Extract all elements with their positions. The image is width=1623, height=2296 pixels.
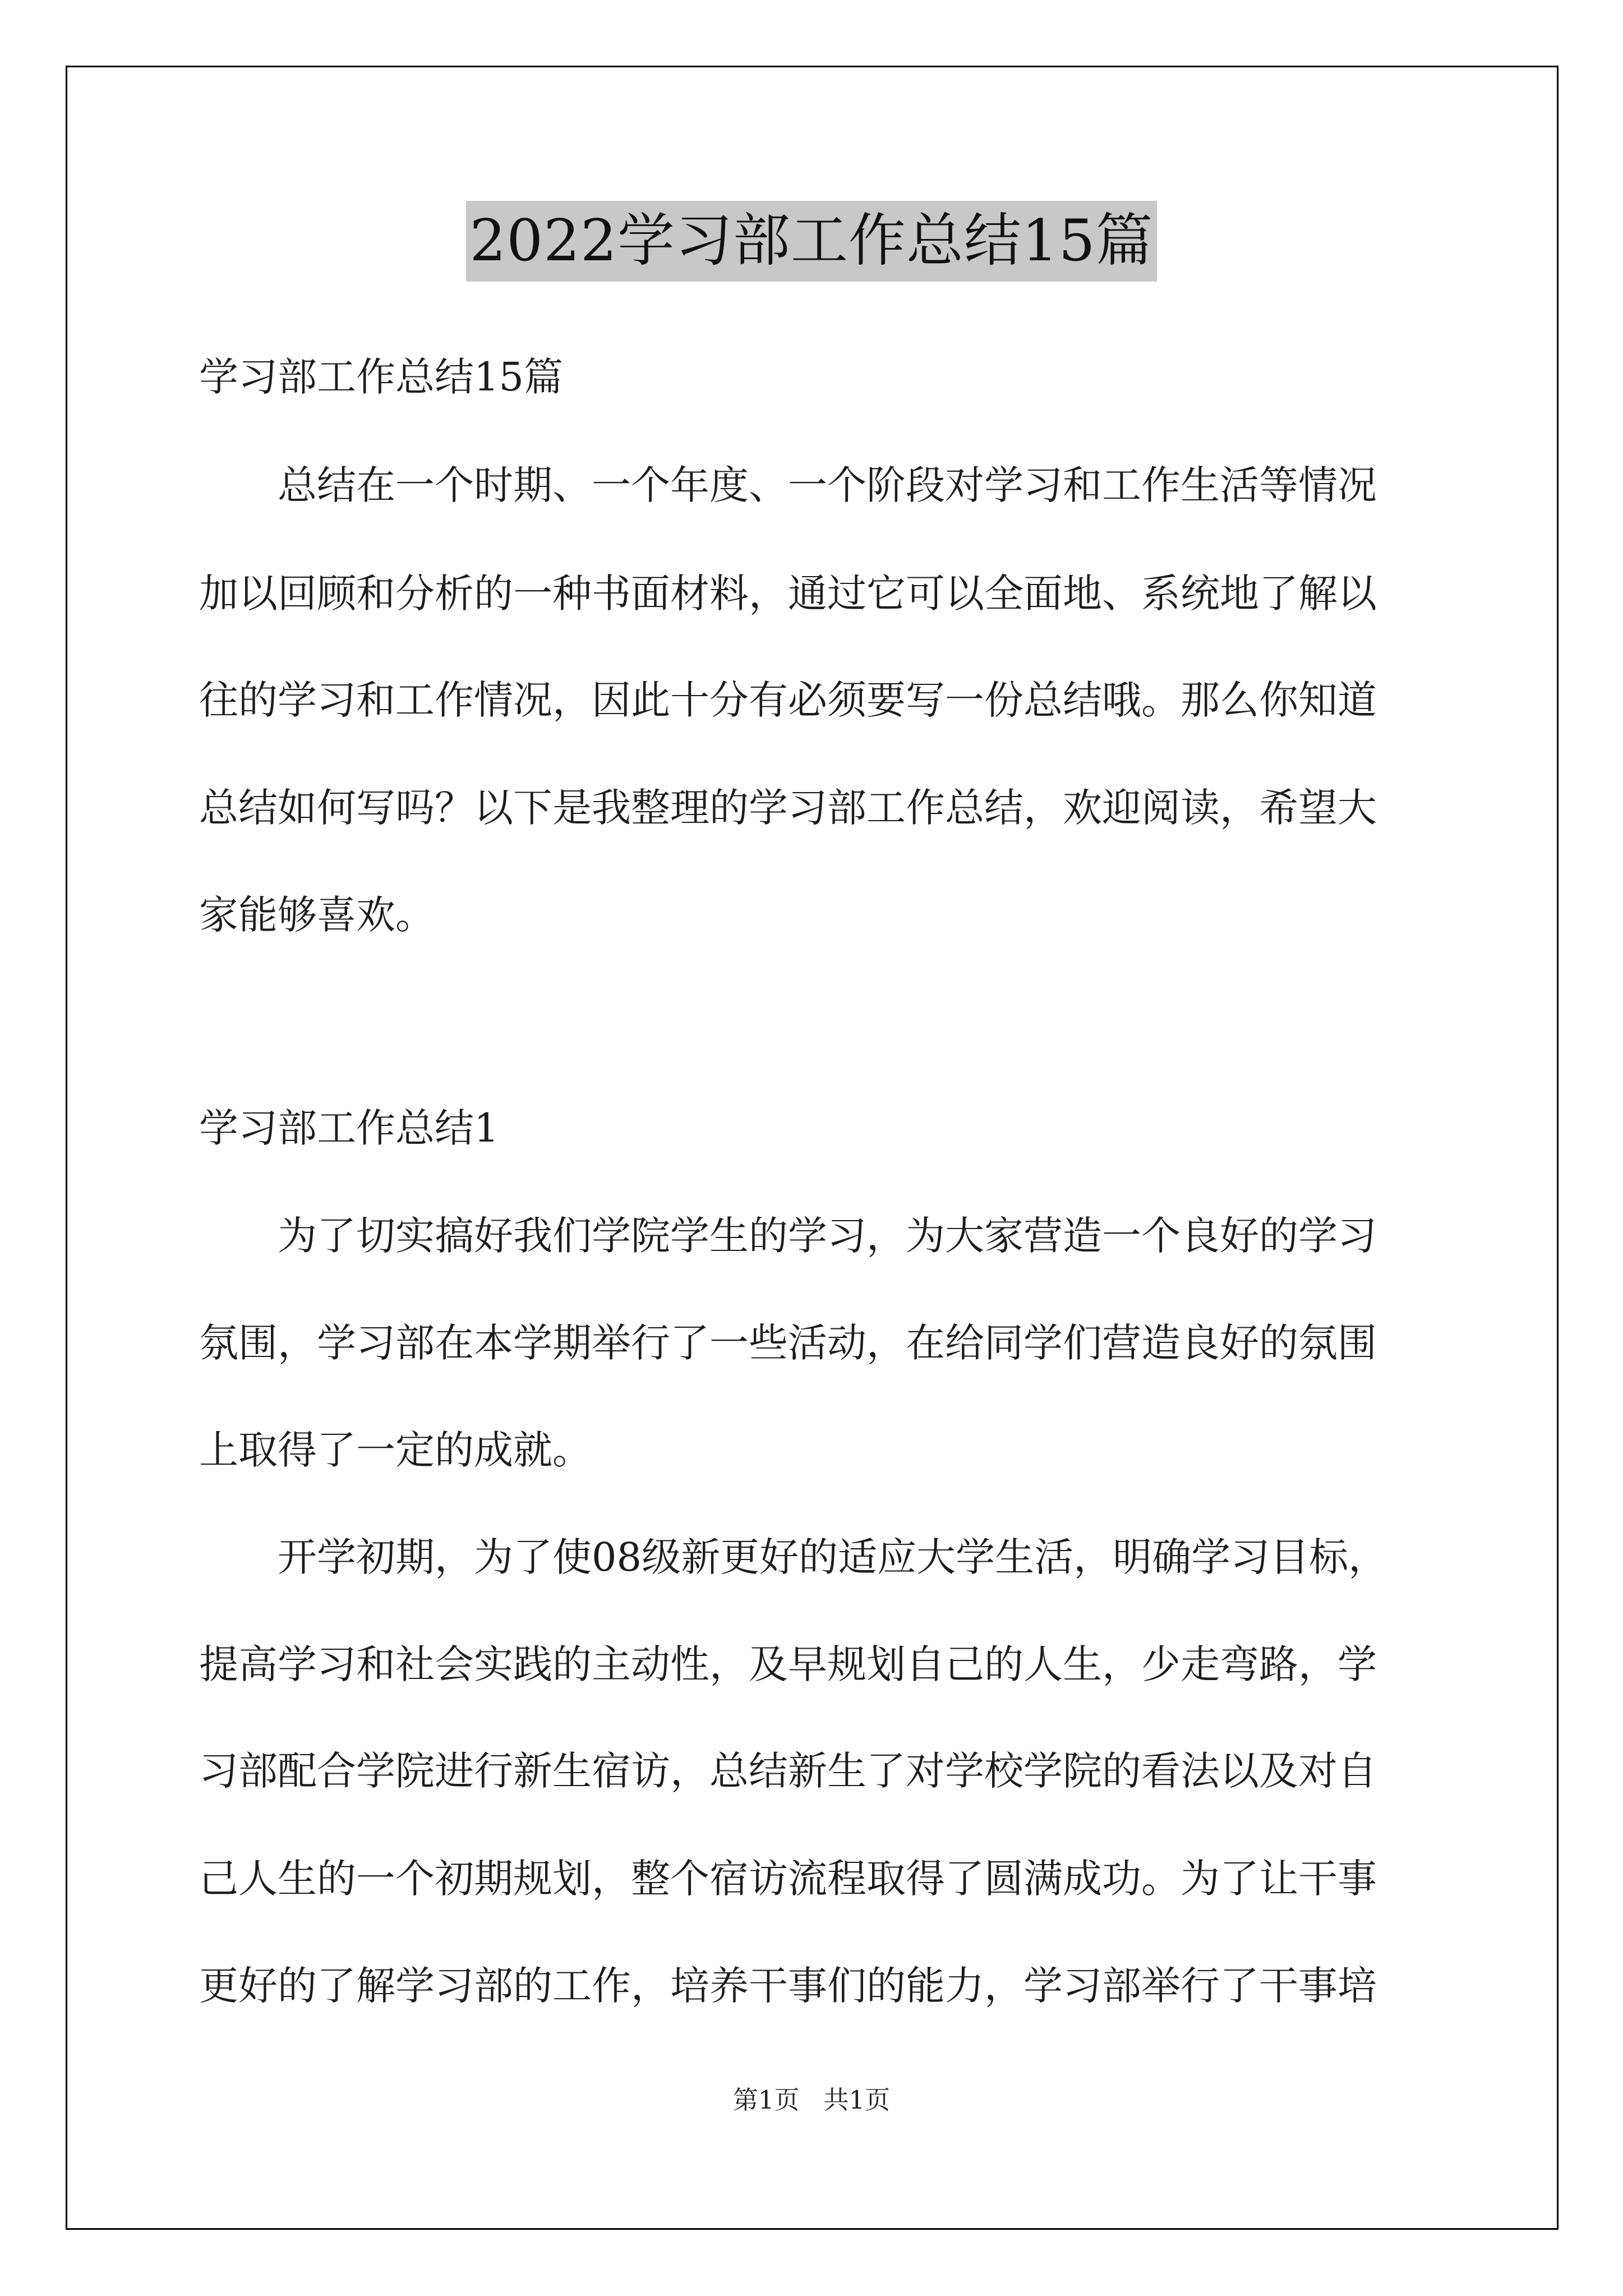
paragraph-line: 上取得了一定的成就。: [199, 1427, 592, 1473]
page-footer: 第1页 共1页: [732, 2085, 891, 2115]
paragraph-line: 总结在一个时期、一个年度、一个阶段对学习和工作生活等情况: [199, 462, 1377, 508]
section-heading: 学习部工作总结1: [199, 1105, 499, 1151]
paragraph-line: 更好的了解学习部的工作，培养干事们的能力，学习部举行了干事培: [199, 1963, 1377, 2009]
paragraph-line: 己人生的一个初期规划，整个宿访流程取得了圆满成功。为了让干事: [199, 1856, 1377, 1902]
paragraph-line: 总结如何写吗？以下是我整理的学习部工作总结，欢迎阅读，希望大: [199, 785, 1377, 831]
section-heading: 学习部工作总结15篇: [199, 354, 564, 400]
title-container: [0, 201, 1623, 282]
document-title: 2022学习部工作总结15篇: [466, 201, 1156, 282]
paragraph-line: 加以回顾和分析的一种书面材料，通过它可以全面地、系统地了解以: [199, 570, 1377, 616]
paragraph-line: 家能够喜欢。: [199, 892, 435, 938]
paragraph-line: 提高学习和社会实践的主动性，及早规划自己的人生，少走弯路，学: [199, 1641, 1377, 1687]
paragraph-line: 往的学习和工作情况，因此十分有必须要写一份总结哦。那么你知道: [199, 677, 1377, 723]
paragraph-line: 习部配合学院进行新生宿访，总结新生了对学校学院的看法以及对自: [199, 1748, 1377, 1794]
paragraph-line: 开学初期，为了使08级新更好的适应大学生活，明确学习目标，: [199, 1534, 1388, 1580]
paragraph-line: 为了切实搞好我们学院学生的学习，为大家营造一个良好的学习: [199, 1213, 1377, 1259]
paragraph-line: 氛围，学习部在本学期举行了一些活动，在给同学们营造良好的氛围: [199, 1320, 1377, 1366]
